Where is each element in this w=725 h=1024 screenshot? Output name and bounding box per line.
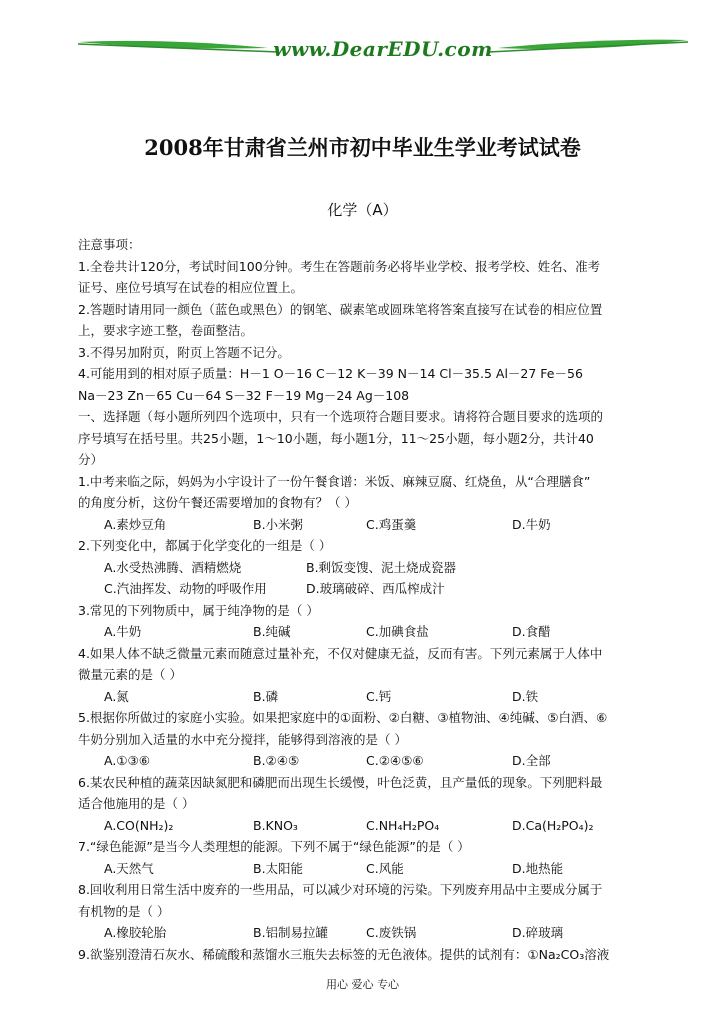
text-line: 牛奶分别加入适量的水中充分搅拌，能够得到溶液的是（ ）	[78, 731, 407, 747]
option-row	[78, 621, 690, 643]
text-line: 证号、座位号填写在试卷的相应位置上。	[78, 280, 304, 295]
answer-option: D.铁	[512, 688, 539, 704]
answer-option: B.②④⑤	[253, 753, 300, 768]
text-line: 3.常见的下列物质中，属于纯净物的是（ ）	[78, 602, 319, 618]
option-row	[78, 750, 690, 772]
answer-option: A.橡胶轮胎	[104, 925, 167, 940]
answer-option: D.Ca(H₂PO₄)₂	[512, 817, 594, 833]
exam-content	[78, 234, 690, 965]
answer-option: D.牛奶	[512, 516, 551, 532]
text-line: 4.如果人体不缺乏微量元素而随意过量补充，不仅对健康无益，反而有害。下列元素属于人体中	[78, 645, 603, 661]
answer-option: A.氮	[104, 688, 129, 704]
option-row	[78, 815, 690, 837]
text-line: 1.中考来临之际，妈妈为小宇设计了一份午餐食谱：米饭、麻辣豆腐、红烧鱼，从“合理膳食”	[78, 473, 591, 489]
text-line: 序号填写在括号里。共25小题，1～10小题，每小题1分，11～25小题，每小题2分，共计40	[78, 430, 594, 446]
page-footer: 用心 爱心 专心	[326, 978, 399, 991]
answer-option: D.玻璃破碎、西瓜榨成汁	[306, 581, 445, 596]
option-row	[78, 922, 690, 944]
text-line: 4.可能用到的相对原子质量：H－1 O－16 C－12 K－39 N－14 Cl－35.5 Al－27 Fe－56	[78, 366, 583, 381]
answer-option: A.牛奶	[104, 624, 142, 639]
answer-option: D.地热能	[512, 860, 564, 876]
option-row	[78, 858, 690, 880]
text-line: 分）	[78, 452, 104, 467]
text-line: 注意事项：	[78, 237, 141, 252]
answer-option: C.NH₄H₂PO₄	[366, 817, 440, 833]
site-logo-text[interactable]: www.DearEDU.com	[273, 37, 493, 61]
exam-subtitle: 化学（A）	[327, 201, 398, 219]
answer-option: A.CO(NH₂)₂	[104, 817, 174, 833]
answer-option: B.纯碱	[253, 624, 291, 639]
answer-option: C.鸡蛋羹	[366, 516, 417, 532]
answer-option: B.磷	[253, 688, 279, 704]
answer-option: A.天然气	[104, 860, 154, 876]
text-line: 8.回收利用日常生活中废弃的一些用品，可以减少对环境的污染。下列废弃用品中主要成分属于	[78, 882, 603, 897]
answer-option: B.KNO₃	[253, 817, 298, 833]
exam-title: 2008年甘肃省兰州市初中毕业生学业考试试卷	[144, 135, 581, 160]
option-row	[78, 557, 690, 579]
answer-option: C.废铁锅	[366, 925, 417, 940]
answer-option: C.加碘食盐	[366, 624, 429, 639]
answer-option: B.剩饭变馊、泥土烧成瓷器	[306, 559, 457, 575]
text-line: 微量元素的是（ ）	[78, 667, 182, 682]
answer-option: C.风能	[366, 860, 404, 876]
answer-option: B.小米粥	[253, 516, 304, 532]
text-line: 一、选择题（每小题所列四个选项中，只有一个选项符合题目要求。请将符合题目要求的选项的	[78, 409, 604, 424]
answer-option: D.全部	[512, 753, 551, 768]
answer-option: B.太阳能	[253, 860, 304, 876]
answer-option: C.汽油挥发、动物的呼吸作用	[104, 581, 267, 596]
text-line: 有机物的是（ ）	[78, 903, 170, 919]
text-line: 7.“绿色能源”是当今人类理想的能源。下列不属于“绿色能源”的是（ ）	[78, 839, 470, 854]
text-line: 的角度分析，这份午餐还需要增加的食物有？（ ）	[78, 495, 357, 510]
text-line: 上，要求字迹工整，卷面整洁。	[78, 323, 254, 338]
text-line: 1.全卷共计120分，考试时间100分钟。考生在答题前务必将毕业学校、报考学校、姓名、准考	[78, 258, 601, 274]
text-line: 3.不得另加附页，附页上答题不记分。	[78, 344, 290, 360]
text-line: 2.答题时请用同一颜色（蓝色或黑色）的钢笔、碳素笔或圆珠笔将答案直接写在试卷的相应位置	[78, 301, 603, 317]
site-header-banner	[78, 28, 688, 68]
option-row	[78, 686, 690, 708]
answer-option: A.水受热沸腾、酒精燃烧	[104, 559, 242, 575]
answer-option: C.②④⑤⑥	[366, 753, 424, 768]
option-row	[78, 578, 690, 600]
text-line: 9.欲鉴别澄清石灰水、稀硫酸和蒸馏水三瓶失去标签的无色液体。提供的试剂有：①Na₂CO₃溶液	[78, 946, 610, 962]
text-line: 适合他施用的是（ ）	[78, 796, 195, 811]
option-row	[78, 514, 690, 536]
answer-option: D.碎玻璃	[512, 925, 564, 940]
text-line: 5.根据你所做过的家庭小实验。如果把家庭中的①面粉、②白糖、③植物油、④纯碱、⑤白酒、⑥	[78, 710, 608, 725]
answer-option: D.食醋	[512, 624, 551, 639]
answer-option: C.钙	[366, 688, 392, 704]
answer-option: B.铝制易拉罐	[253, 925, 329, 940]
text-line: Na－23 Zn－65 Cu－64 S－32 F－19 Mg－24 Ag－108	[78, 387, 410, 403]
answer-option: A.素炒豆角	[104, 516, 167, 532]
text-line: 6.某农民种植的蔬菜因缺氮肥和磷肥而出现生长缓慢，叶色泛黄，且产量低的现象。下列肥料最	[78, 774, 603, 790]
answer-option: A.①③⑥	[104, 753, 150, 768]
text-line: 2.下列变化中，都属于化学变化的一组是（ ）	[78, 538, 332, 553]
